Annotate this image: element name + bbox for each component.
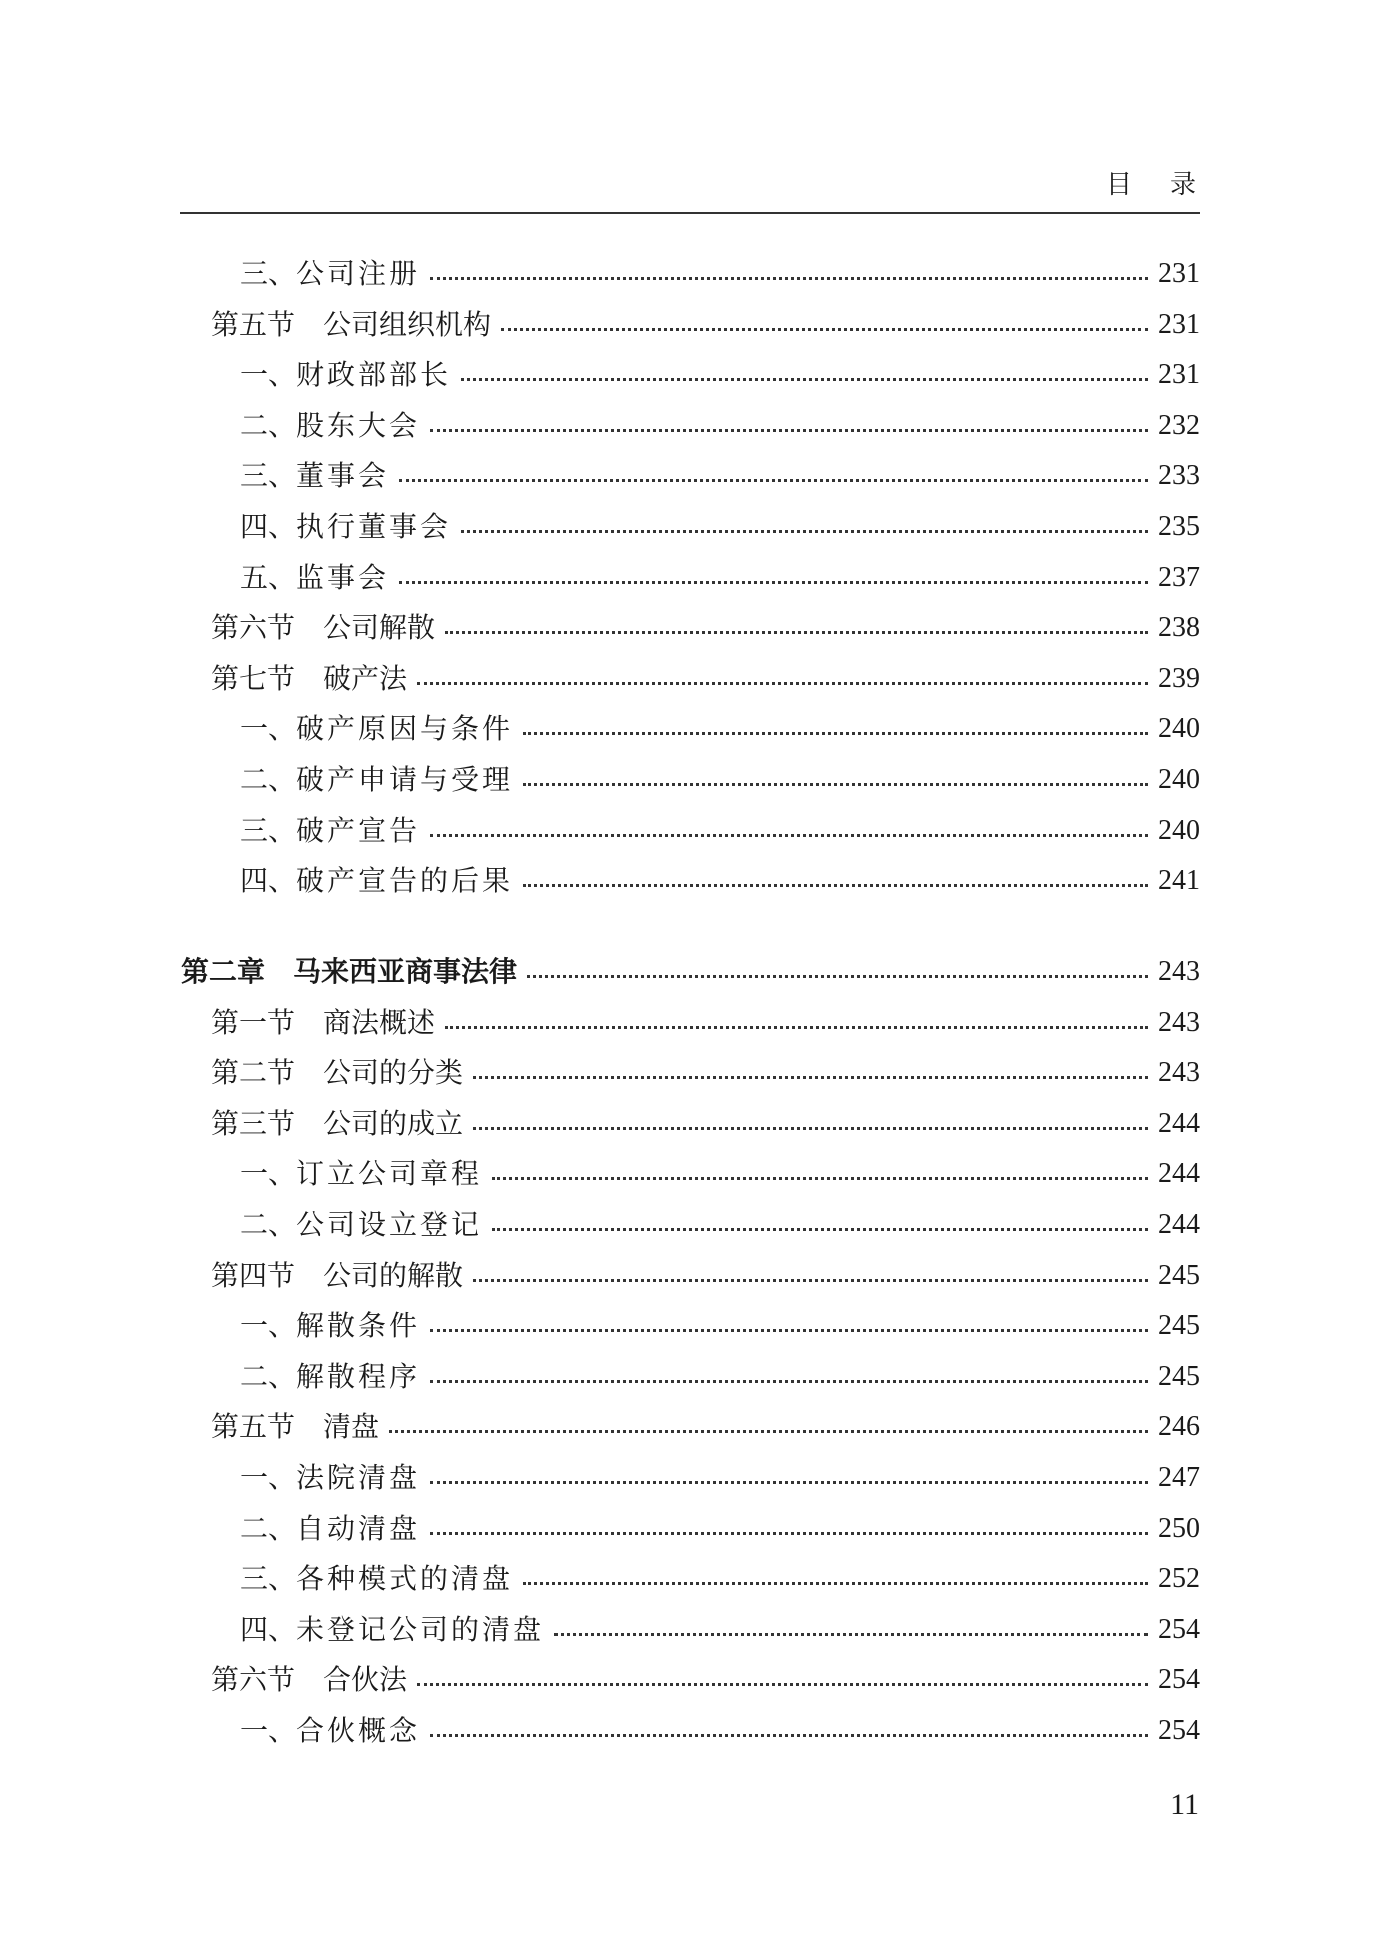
toc-entry-title: 公司的解散	[323, 1259, 464, 1292]
toc-entry-sec	[211, 1001, 1200, 1041]
header-title: 目录	[1105, 170, 1234, 200]
toc-entry-sub	[240, 1608, 1200, 1648]
toc-entry-page: 238	[1158, 612, 1200, 643]
toc-entry-sub	[240, 707, 1200, 747]
toc-entry-prefix: 一、	[240, 1157, 297, 1190]
toc-entry-page: 240	[1158, 713, 1200, 744]
toc-entry-sub	[240, 505, 1200, 545]
toc-entry-prefix: 第六节	[211, 1663, 296, 1696]
dot-leader	[445, 1026, 1148, 1029]
toc-entry-sub	[240, 556, 1200, 596]
toc-entry-page: 245	[1158, 1260, 1200, 1291]
toc-entry-title: 财政部部长	[296, 358, 452, 391]
toc-entry-prefix: 四、	[240, 1613, 297, 1646]
toc-entry-sub	[240, 859, 1200, 899]
toc-entry-prefix: 二、	[240, 1512, 297, 1545]
toc-entry-prefix: 三、	[240, 257, 297, 290]
dot-leader	[554, 1633, 1148, 1636]
dot-leader	[445, 631, 1148, 634]
dot-leader	[473, 1127, 1148, 1130]
dot-leader	[527, 975, 1148, 978]
dot-leader	[492, 1177, 1148, 1180]
dot-leader	[430, 834, 1148, 837]
dot-leader	[461, 378, 1148, 381]
dot-leader	[430, 429, 1148, 432]
toc-entry-title: 未登记公司的清盘	[296, 1613, 545, 1646]
toc-entry-page: 233	[1158, 460, 1200, 491]
dot-leader	[473, 1076, 1148, 1079]
dot-leader	[430, 1329, 1148, 1332]
toc-entry-title: 订立公司章程	[296, 1157, 483, 1190]
toc-entry-page: 244	[1158, 1108, 1200, 1139]
toc-entry-page: 246	[1158, 1411, 1200, 1442]
dot-leader	[523, 884, 1148, 887]
running-header	[180, 162, 1234, 214]
toc-entry-sec	[211, 1051, 1200, 1091]
toc-entry-page: 231	[1158, 258, 1200, 289]
dot-leader	[473, 1279, 1148, 1282]
toc-entry-title: 公司解散	[323, 611, 436, 644]
dot-leader	[417, 682, 1148, 685]
toc-entry-title: 马来西亚商事法律	[293, 955, 518, 988]
toc-entry-title: 监事会	[296, 561, 390, 594]
dot-leader	[523, 783, 1148, 786]
toc-entry-prefix: 第二章	[181, 955, 266, 988]
toc-entry-title: 公司的分类	[323, 1056, 464, 1089]
toc-entry-title: 公司设立登记	[296, 1208, 483, 1241]
toc-entry-title: 破产原因与条件	[296, 712, 514, 745]
toc-entry-sub	[240, 1152, 1200, 1192]
dot-leader	[417, 1683, 1148, 1686]
toc-entry-sec	[211, 606, 1200, 646]
toc-entry-prefix: 三、	[240, 459, 297, 492]
toc-entry-title: 合伙概念	[296, 1714, 421, 1747]
dot-leader	[492, 1228, 1148, 1231]
dot-leader	[389, 1430, 1148, 1433]
toc-entry-sub	[240, 454, 1200, 494]
toc-entry-page: 244	[1158, 1158, 1200, 1189]
toc-entry-prefix: 一、	[240, 1714, 297, 1747]
toc-entry-title: 解散条件	[296, 1309, 421, 1342]
toc-entry-prefix: 一、	[240, 1309, 297, 1342]
dot-leader	[430, 1481, 1148, 1484]
toc-entry-prefix: 五、	[240, 561, 297, 594]
toc-entry-title: 破产宣告的后果	[296, 864, 514, 897]
toc-entry-title: 自动清盘	[296, 1512, 421, 1545]
toc-entry-page: 240	[1158, 764, 1200, 795]
dot-leader	[430, 1734, 1148, 1737]
toc-entry-prefix: 第二节	[211, 1056, 296, 1089]
toc-entry-page: 232	[1158, 410, 1200, 441]
toc-entry-sub	[240, 809, 1200, 849]
toc-entry-sub	[240, 1507, 1200, 1547]
toc-entry-title: 各种模式的清盘	[296, 1562, 514, 1595]
toc-entry-prefix: 二、	[240, 1208, 297, 1241]
toc-entry-page: 247	[1158, 1462, 1200, 1493]
toc-entry-prefix: 第三节	[211, 1107, 296, 1140]
toc-entry-page: 243	[1158, 1057, 1200, 1088]
toc-entry-prefix: 一、	[240, 712, 297, 745]
toc-entry-sub	[240, 404, 1200, 444]
toc-entry-prefix: 第七节	[211, 662, 296, 695]
toc-entry-sub	[240, 1304, 1200, 1344]
toc-entry-page: 231	[1158, 359, 1200, 390]
toc-entry-sec	[211, 1254, 1200, 1294]
toc-entry-sub	[240, 1203, 1200, 1243]
toc-entry-prefix: 二、	[240, 1360, 297, 1393]
toc-entry-prefix: 三、	[240, 1562, 297, 1595]
toc-entry-page: 240	[1158, 815, 1200, 846]
toc-entry-sec	[211, 1102, 1200, 1142]
dot-leader	[430, 1380, 1148, 1383]
toc-entry-page: 244	[1158, 1209, 1200, 1240]
dot-leader	[523, 732, 1148, 735]
dot-leader	[399, 479, 1148, 482]
toc-entry-page: 239	[1158, 663, 1200, 694]
toc-entry-sec	[211, 1658, 1200, 1698]
toc-entry-sub	[240, 1709, 1200, 1749]
toc-entry-title: 董事会	[296, 459, 390, 492]
dot-leader	[399, 581, 1148, 584]
toc-entry-page: 231	[1158, 309, 1200, 340]
toc-entry-prefix: 四、	[240, 864, 297, 897]
dot-leader	[430, 277, 1148, 280]
toc-entry-page: 243	[1158, 956, 1200, 987]
toc-entry-sec	[211, 303, 1200, 343]
toc-entry-title: 清盘	[323, 1410, 380, 1443]
toc-entry-sub	[240, 1557, 1200, 1597]
toc-entry-prefix: 第六节	[211, 611, 296, 644]
toc-entry-sub	[240, 1355, 1200, 1395]
toc-entry-page: 243	[1158, 1007, 1200, 1038]
toc-entry-chap	[181, 950, 1200, 990]
toc-entry-prefix: 第五节	[211, 1410, 296, 1443]
toc-entry-page: 250	[1158, 1513, 1200, 1544]
toc-entry-sub	[240, 252, 1200, 292]
toc-entry-sub	[240, 1456, 1200, 1496]
toc-entry-page: 254	[1158, 1664, 1200, 1695]
toc-entry-prefix: 第一节	[211, 1006, 296, 1039]
toc-entry-sec	[211, 657, 1200, 697]
toc-entry-page: 245	[1158, 1310, 1200, 1341]
toc-entry-page: 235	[1158, 511, 1200, 542]
toc-entry-page: 254	[1158, 1614, 1200, 1645]
toc-entry-title: 破产宣告	[296, 814, 421, 847]
toc-entry-title: 公司组织机构	[323, 308, 492, 341]
toc-entry-title: 股东大会	[296, 409, 421, 442]
toc-entry-title: 解散程序	[296, 1360, 421, 1393]
toc-entry-prefix: 二、	[240, 763, 297, 796]
toc-entry-prefix: 一、	[240, 358, 297, 391]
toc-entry-page: 241	[1158, 865, 1200, 896]
toc-entry-prefix: 一、	[240, 1461, 297, 1494]
toc-entry-title: 破产申请与受理	[296, 763, 514, 796]
dot-leader	[430, 1532, 1148, 1535]
toc-entry-prefix: 第四节	[211, 1259, 296, 1292]
toc-entry-sub	[240, 758, 1200, 798]
toc-entry-title: 法院清盘	[296, 1461, 421, 1494]
toc-entry-title: 执行董事会	[296, 510, 452, 543]
toc-entry-page: 254	[1158, 1715, 1200, 1746]
dot-leader	[461, 530, 1148, 533]
toc-entry-page: 252	[1158, 1563, 1200, 1594]
toc-entry-title: 破产法	[323, 662, 408, 695]
toc-entry-page: 245	[1158, 1361, 1200, 1392]
toc-entry-title: 商法概述	[323, 1006, 436, 1039]
toc-entry-title: 合伙法	[323, 1663, 408, 1696]
toc-entry-title: 公司的成立	[323, 1107, 464, 1140]
dot-leader	[523, 1582, 1148, 1585]
dot-leader	[501, 328, 1148, 331]
toc-entry-page: 237	[1158, 562, 1200, 593]
toc-entry-sec	[211, 1405, 1200, 1445]
toc-entry-prefix: 第五节	[211, 308, 296, 341]
toc-entry-prefix: 二、	[240, 409, 297, 442]
toc-entry-prefix: 三、	[240, 814, 297, 847]
toc-entry-title: 公司注册	[296, 257, 421, 290]
page-number: 11	[1170, 1788, 1199, 1821]
toc-entry-prefix: 四、	[240, 510, 297, 543]
toc-entry-sub	[240, 353, 1200, 393]
